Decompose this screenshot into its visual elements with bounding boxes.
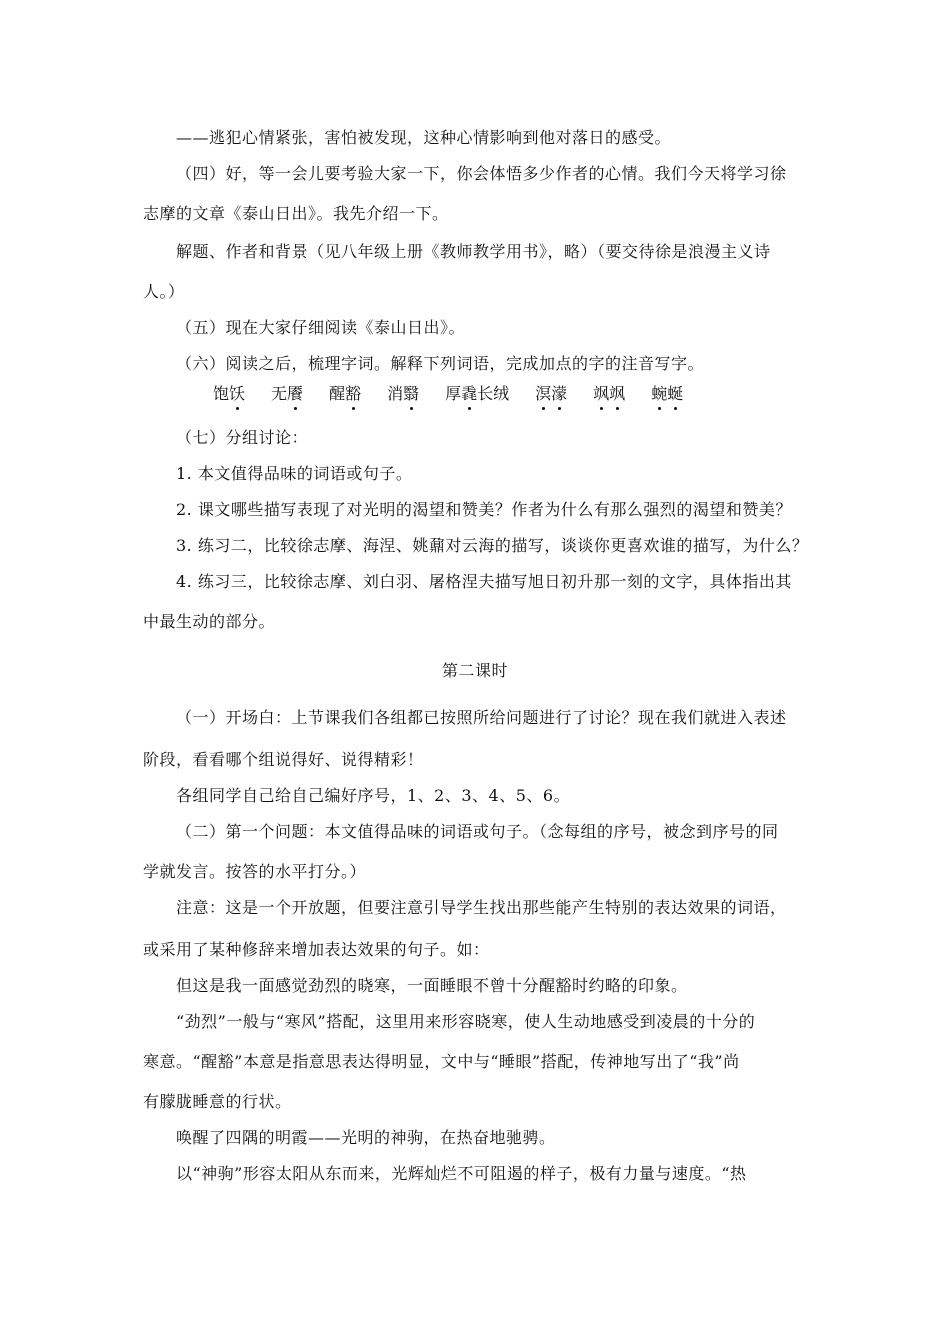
paragraph-background-line2: 人。）: [143, 282, 185, 301]
lesson2-analysis2-line1: 以“神驹”形容太阳从东而来，光辉灿烂不可阻遏的样子，极有力量与速度。“热: [176, 1164, 747, 1183]
discussion-heading: （七）分组讨论：: [176, 428, 309, 447]
lesson2-quote1: 但这是我一面感觉劲烈的晓寒，一面睡眼不曾十分醒豁时约略的印象。: [176, 976, 688, 995]
vocab-item: 无餍: [271, 384, 304, 403]
paragraph-six: （六）阅读之后，梳理字词。解释下列词语，完成加点的字的注音写字。: [176, 354, 705, 373]
lesson2-note-line2: 或采用了某种修辞来增加表达效果的句子。如：: [143, 940, 490, 959]
vocab-item: 蜿蜒: [651, 384, 684, 403]
vocabulary-list: [213, 384, 683, 404]
paragraph-fugitive: ——逃犯心情紧张，害怕被发现，这种心情影响到他对落日的感受。: [176, 128, 672, 147]
lesson2-numbering: 各组同学自己给自己编好序号，1、2、3、4、5、6。: [176, 786, 571, 805]
discussion-item-3: 3. 练习二，比较徐志摩、海涅、姚鼐对云海的描写，谈谈你更喜欢谁的描写，为什么？: [176, 536, 809, 555]
vocab-item: 溟濛: [535, 384, 568, 403]
lesson2-analysis1-line2: 寒意。“醒豁”本意是指意思表达得明显，文中与“睡眼”搭配，传神地写出了“我”尚: [143, 1052, 740, 1071]
lesson2-quote2: 唤醒了四隅的明霞——光明的神驹，在热奋地驰骋。: [176, 1128, 556, 1147]
vocab-item: 消翳: [387, 384, 420, 403]
discussion-item-4-line2: 中最生动的部分。: [143, 612, 276, 631]
discussion-item-2: 2. 课文哪些描写表现了对光明的渴望和赞美？作者为什么有那么强烈的渴望和赞美？: [176, 500, 792, 519]
lesson2-note-line1: 注意：这是一个开放题，但要注意引导学生找出那些能产生特别的表达效果的词语，: [176, 898, 787, 917]
discussion-item-4-line1: 4. 练习三，比较徐志摩、刘白羽、屠格涅夫描写旭日初升那一刻的文字，具体指出其: [176, 572, 792, 591]
paragraph-four-line1: （四）好，等一会儿要考验大家一下，你会体悟多少作者的心情。我们今天将学习徐: [176, 164, 787, 183]
lesson2-opening-line1: （一）开场白：上节课我们各组都已按照所给问题进行了讨论？现在我们就进入表述: [176, 708, 787, 727]
lesson2-opening-line2: 阶段，看看哪个组说得好、说得精彩！: [143, 750, 424, 769]
vocab-item: 饱饫: [213, 384, 246, 403]
discussion-item-1: 1. 本文值得品味的词语或句子。: [176, 464, 413, 483]
lesson2-analysis1-line1: “劲烈”一般与“寒风”搭配，这里用来形容晓寒，使人生动地感受到凌晨的十分的: [176, 1012, 756, 1031]
lesson2-question1-line2: 学就发言。按答的水平打分。）: [143, 862, 367, 881]
vocab-item: 醒豁: [329, 384, 362, 403]
section-title: 第二课时: [441, 661, 508, 680]
paragraph-four-line2: 志摩的文章《泰山日出》。我先介绍一下。: [143, 204, 449, 223]
vocab-item: 厚毳长绒: [445, 384, 510, 403]
vocab-item: 飒飒: [593, 384, 626, 403]
paragraph-five: （五）现在大家仔细阅读《泰山日出》。: [176, 318, 466, 337]
lesson2-question1-line1: （二）第一个问题：本文值得品味的词语或句子。（念每组的序号，被念到序号的同: [176, 822, 779, 841]
lesson2-analysis1-line3: 有朦胧睡意的行状。: [143, 1092, 292, 1111]
paragraph-background-line1: 解题、作者和背景（见八年级上册《教师教学用书》，略）（要交待徐是浪漫主义诗: [176, 242, 771, 261]
